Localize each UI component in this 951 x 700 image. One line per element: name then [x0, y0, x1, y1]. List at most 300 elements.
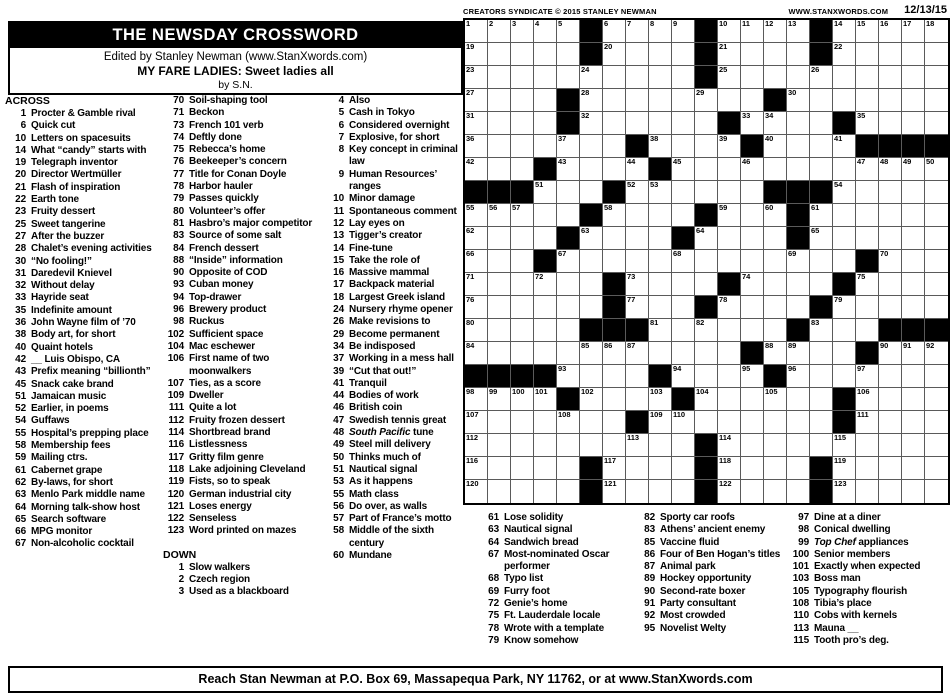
grid-cell-r20c2[interactable] — [488, 457, 511, 480]
grid-cell-r13c21[interactable] — [925, 296, 948, 319]
grid-cell-r15c2[interactable] — [488, 342, 511, 365]
grid-cell-r12c2[interactable] — [488, 273, 511, 296]
grid-cell-r13c19[interactable] — [879, 296, 902, 319]
grid-cell-r3c8[interactable] — [626, 66, 649, 89]
grid-cell-r4c6[interactable] — [580, 89, 603, 112]
grid-cell-r8c5[interactable] — [557, 181, 580, 204]
grid-cell-r10c1[interactable] — [465, 227, 488, 250]
grid-cell-r2c13[interactable] — [741, 43, 764, 66]
grid-cell-r6c11[interactable] — [695, 135, 718, 158]
grid-cell-r15c10[interactable] — [672, 342, 695, 365]
grid-cell-r11c8[interactable] — [626, 250, 649, 273]
grid-cell-r6c4[interactable] — [534, 135, 557, 158]
grid-cell-r19c5[interactable] — [557, 434, 580, 457]
grid-cell-r8c19[interactable] — [879, 181, 902, 204]
grid-cell-r10c3[interactable] — [511, 227, 534, 250]
grid-cell-r7c16[interactable] — [810, 158, 833, 181]
grid-cell-r1c9[interactable] — [649, 20, 672, 43]
grid-cell-r7c2[interactable] — [488, 158, 511, 181]
grid-cell-r15c7[interactable] — [603, 342, 626, 365]
grid-cell-r1c21[interactable] — [925, 20, 948, 43]
grid-cell-r2c19[interactable] — [879, 43, 902, 66]
grid-cell-r19c3[interactable] — [511, 434, 534, 457]
grid-cell-r4c8[interactable] — [626, 89, 649, 112]
grid-cell-r10c14[interactable] — [764, 227, 787, 250]
grid-cell-r16c6[interactable] — [580, 365, 603, 388]
grid-cell-r5c14[interactable] — [764, 112, 787, 135]
grid-cell-r12c19[interactable] — [879, 273, 902, 296]
grid-cell-r2c9[interactable] — [649, 43, 672, 66]
grid-cell-r20c13[interactable] — [741, 457, 764, 480]
grid-cell-r1c13[interactable] — [741, 20, 764, 43]
grid-cell-r11c13[interactable] — [741, 250, 764, 273]
grid-cell-r11c7[interactable] — [603, 250, 626, 273]
grid-cell-r12c9[interactable] — [649, 273, 672, 296]
grid-cell-r19c19[interactable] — [879, 434, 902, 457]
grid-cell-r13c12[interactable] — [718, 296, 741, 319]
grid-cell-r9c9[interactable] — [649, 204, 672, 227]
grid-cell-r13c3[interactable] — [511, 296, 534, 319]
grid-cell-r5c18[interactable] — [856, 112, 879, 135]
grid-cell-r21c19[interactable] — [879, 480, 902, 503]
grid-cell-r5c6[interactable] — [580, 112, 603, 135]
grid-cell-r5c11[interactable] — [695, 112, 718, 135]
grid-cell-r12c10[interactable] — [672, 273, 695, 296]
grid-cell-r18c5[interactable] — [557, 411, 580, 434]
grid-cell-r19c4[interactable] — [534, 434, 557, 457]
grid-cell-r19c18[interactable] — [856, 434, 879, 457]
grid-cell-r2c10[interactable] — [672, 43, 695, 66]
grid-cell-r15c6[interactable] — [580, 342, 603, 365]
grid-cell-r10c21[interactable] — [925, 227, 948, 250]
grid-cell-r1c15[interactable] — [787, 20, 810, 43]
grid-cell-r17c9[interactable] — [649, 388, 672, 411]
grid-cell-r12c14[interactable] — [764, 273, 787, 296]
grid-cell-r1c1[interactable] — [465, 20, 488, 43]
grid-cell-r11c3[interactable] — [511, 250, 534, 273]
grid-cell-r3c4[interactable] — [534, 66, 557, 89]
grid-cell-r5c19[interactable] — [879, 112, 902, 135]
grid-cell-r21c1[interactable] — [465, 480, 488, 503]
grid-cell-r9c14[interactable] — [764, 204, 787, 227]
grid-cell-r13c4[interactable] — [534, 296, 557, 319]
grid-cell-r9c20[interactable] — [902, 204, 925, 227]
grid-cell-r7c1[interactable] — [465, 158, 488, 181]
grid-cell-r3c16[interactable] — [810, 66, 833, 89]
grid-cell-r7c19[interactable] — [879, 158, 902, 181]
grid-cell-r10c13[interactable] — [741, 227, 764, 250]
grid-cell-r11c21[interactable] — [925, 250, 948, 273]
grid-cell-r3c5[interactable] — [557, 66, 580, 89]
grid-cell-r19c14[interactable] — [764, 434, 787, 457]
grid-cell-r19c16[interactable] — [810, 434, 833, 457]
grid-cell-r16c17[interactable] — [833, 365, 856, 388]
grid-cell-r18c9[interactable] — [649, 411, 672, 434]
grid-cell-r18c11[interactable] — [695, 411, 718, 434]
grid-cell-r16c13[interactable] — [741, 365, 764, 388]
grid-cell-r11c10[interactable] — [672, 250, 695, 273]
grid-cell-r4c1[interactable] — [465, 89, 488, 112]
grid-cell-r14c16[interactable] — [810, 319, 833, 342]
grid-cell-r9c4[interactable] — [534, 204, 557, 227]
grid-cell-r13c13[interactable] — [741, 296, 764, 319]
grid-cell-r9c10[interactable] — [672, 204, 695, 227]
grid-cell-r21c5[interactable] — [557, 480, 580, 503]
grid-cell-r1c4[interactable] — [534, 20, 557, 43]
grid-cell-r9c21[interactable] — [925, 204, 948, 227]
crossword-grid[interactable] — [463, 18, 950, 505]
grid-cell-r9c19[interactable] — [879, 204, 902, 227]
grid-cell-r9c13[interactable] — [741, 204, 764, 227]
grid-cell-r7c21[interactable] — [925, 158, 948, 181]
grid-cell-r8c18[interactable] — [856, 181, 879, 204]
grid-cell-r12c11[interactable] — [695, 273, 718, 296]
grid-cell-r7c17[interactable] — [833, 158, 856, 181]
grid-cell-r2c17[interactable] — [833, 43, 856, 66]
grid-cell-r21c4[interactable] — [534, 480, 557, 503]
grid-cell-r3c9[interactable] — [649, 66, 672, 89]
grid-cell-r18c20[interactable] — [902, 411, 925, 434]
grid-cell-r15c4[interactable] — [534, 342, 557, 365]
grid-cell-r5c3[interactable] — [511, 112, 534, 135]
grid-cell-r11c5[interactable] — [557, 250, 580, 273]
grid-cell-r21c14[interactable] — [764, 480, 787, 503]
grid-cell-r2c15[interactable] — [787, 43, 810, 66]
grid-cell-r16c7[interactable] — [603, 365, 626, 388]
grid-cell-r11c15[interactable] — [787, 250, 810, 273]
grid-cell-r9c17[interactable] — [833, 204, 856, 227]
grid-cell-r15c21[interactable] — [925, 342, 948, 365]
grid-cell-r7c3[interactable] — [511, 158, 534, 181]
grid-cell-r11c16[interactable] — [810, 250, 833, 273]
grid-cell-r10c8[interactable] — [626, 227, 649, 250]
grid-cell-r8c17[interactable] — [833, 181, 856, 204]
grid-cell-r7c6[interactable] — [580, 158, 603, 181]
grid-cell-r8c12[interactable] — [718, 181, 741, 204]
grid-cell-r21c18[interactable] — [856, 480, 879, 503]
grid-cell-r10c19[interactable] — [879, 227, 902, 250]
grid-cell-r14c3[interactable] — [511, 319, 534, 342]
grid-cell-r13c9[interactable] — [649, 296, 672, 319]
grid-cell-r14c17[interactable] — [833, 319, 856, 342]
grid-cell-r14c5[interactable] — [557, 319, 580, 342]
grid-cell-r20c7[interactable] — [603, 457, 626, 480]
grid-cell-r19c21[interactable] — [925, 434, 948, 457]
grid-cell-r7c5[interactable] — [557, 158, 580, 181]
grid-cell-r4c18[interactable] — [856, 89, 879, 112]
grid-cell-r7c15[interactable] — [787, 158, 810, 181]
grid-cell-r1c10[interactable] — [672, 20, 695, 43]
grid-cell-r3c6[interactable] — [580, 66, 603, 89]
grid-cell-r3c10[interactable] — [672, 66, 695, 89]
grid-cell-r3c2[interactable] — [488, 66, 511, 89]
grid-cell-r7c11[interactable] — [695, 158, 718, 181]
grid-cell-r14c18[interactable] — [856, 319, 879, 342]
grid-cell-r2c12[interactable] — [718, 43, 741, 66]
grid-cell-r10c17[interactable] — [833, 227, 856, 250]
grid-cell-r6c12[interactable] — [718, 135, 741, 158]
grid-cell-r18c14[interactable] — [764, 411, 787, 434]
grid-cell-r11c6[interactable] — [580, 250, 603, 273]
grid-cell-r11c19[interactable] — [879, 250, 902, 273]
grid-cell-r13c10[interactable] — [672, 296, 695, 319]
grid-cell-r11c17[interactable] — [833, 250, 856, 273]
grid-cell-r20c20[interactable] — [902, 457, 925, 480]
grid-cell-r21c20[interactable] — [902, 480, 925, 503]
grid-cell-r2c7[interactable] — [603, 43, 626, 66]
grid-cell-r9c7[interactable] — [603, 204, 626, 227]
grid-cell-r3c12[interactable] — [718, 66, 741, 89]
grid-cell-r16c10[interactable] — [672, 365, 695, 388]
grid-cell-r1c14[interactable] — [764, 20, 787, 43]
grid-cell-r6c1[interactable] — [465, 135, 488, 158]
grid-cell-r18c15[interactable] — [787, 411, 810, 434]
grid-cell-r1c12[interactable] — [718, 20, 741, 43]
grid-cell-r4c15[interactable] — [787, 89, 810, 112]
grid-cell-r13c20[interactable] — [902, 296, 925, 319]
grid-cell-r2c2[interactable] — [488, 43, 511, 66]
grid-cell-r2c21[interactable] — [925, 43, 948, 66]
grid-cell-r8c9[interactable] — [649, 181, 672, 204]
grid-cell-r16c16[interactable] — [810, 365, 833, 388]
grid-cell-r20c4[interactable] — [534, 457, 557, 480]
grid-cell-r20c10[interactable] — [672, 457, 695, 480]
grid-cell-r2c1[interactable] — [465, 43, 488, 66]
grid-cell-r9c16[interactable] — [810, 204, 833, 227]
grid-cell-r4c20[interactable] — [902, 89, 925, 112]
grid-cell-r16c5[interactable] — [557, 365, 580, 388]
grid-cell-r12c4[interactable] — [534, 273, 557, 296]
grid-cell-r4c17[interactable] — [833, 89, 856, 112]
grid-cell-r4c12[interactable] — [718, 89, 741, 112]
grid-cell-r18c10[interactable] — [672, 411, 695, 434]
grid-cell-r11c11[interactable] — [695, 250, 718, 273]
grid-cell-r5c16[interactable] — [810, 112, 833, 135]
grid-cell-r20c1[interactable] — [465, 457, 488, 480]
grid-cell-r10c9[interactable] — [649, 227, 672, 250]
grid-cell-r1c20[interactable] — [902, 20, 925, 43]
grid-cell-r15c16[interactable] — [810, 342, 833, 365]
grid-cell-r16c12[interactable] — [718, 365, 741, 388]
grid-cell-r19c6[interactable] — [580, 434, 603, 457]
grid-cell-r2c18[interactable] — [856, 43, 879, 66]
grid-cell-r10c4[interactable] — [534, 227, 557, 250]
grid-cell-r12c5[interactable] — [557, 273, 580, 296]
grid-cell-r14c13[interactable] — [741, 319, 764, 342]
grid-cell-r21c17[interactable] — [833, 480, 856, 503]
grid-cell-r6c2[interactable] — [488, 135, 511, 158]
grid-cell-r12c16[interactable] — [810, 273, 833, 296]
grid-cell-r10c2[interactable] — [488, 227, 511, 250]
grid-cell-r1c8[interactable] — [626, 20, 649, 43]
grid-cell-r15c20[interactable] — [902, 342, 925, 365]
grid-cell-r4c19[interactable] — [879, 89, 902, 112]
grid-cell-r11c20[interactable] — [902, 250, 925, 273]
grid-cell-r21c10[interactable] — [672, 480, 695, 503]
grid-cell-r15c14[interactable] — [764, 342, 787, 365]
grid-cell-r17c21[interactable] — [925, 388, 948, 411]
grid-cell-r19c2[interactable] — [488, 434, 511, 457]
grid-cell-r14c4[interactable] — [534, 319, 557, 342]
grid-cell-r4c11[interactable] — [695, 89, 718, 112]
grid-cell-r14c12[interactable] — [718, 319, 741, 342]
grid-cell-r12c18[interactable] — [856, 273, 879, 296]
grid-cell-r17c7[interactable] — [603, 388, 626, 411]
grid-cell-r15c17[interactable] — [833, 342, 856, 365]
grid-cell-r18c3[interactable] — [511, 411, 534, 434]
grid-cell-r6c9[interactable] — [649, 135, 672, 158]
grid-cell-r10c20[interactable] — [902, 227, 925, 250]
grid-cell-r3c15[interactable] — [787, 66, 810, 89]
grid-cell-r3c20[interactable] — [902, 66, 925, 89]
grid-cell-r6c5[interactable] — [557, 135, 580, 158]
grid-cell-r16c15[interactable] — [787, 365, 810, 388]
grid-cell-r19c8[interactable] — [626, 434, 649, 457]
grid-cell-r18c1[interactable] — [465, 411, 488, 434]
grid-cell-r18c6[interactable] — [580, 411, 603, 434]
grid-cell-r4c21[interactable] — [925, 89, 948, 112]
grid-cell-r17c20[interactable] — [902, 388, 925, 411]
grid-cell-r2c3[interactable] — [511, 43, 534, 66]
grid-cell-r19c20[interactable] — [902, 434, 925, 457]
grid-cell-r6c7[interactable] — [603, 135, 626, 158]
grid-cell-r9c18[interactable] — [856, 204, 879, 227]
grid-cell-r13c14[interactable] — [764, 296, 787, 319]
grid-cell-r17c13[interactable] — [741, 388, 764, 411]
grid-cell-r9c12[interactable] — [718, 204, 741, 227]
grid-cell-r17c15[interactable] — [787, 388, 810, 411]
grid-cell-r18c19[interactable] — [879, 411, 902, 434]
grid-cell-r3c19[interactable] — [879, 66, 902, 89]
grid-cell-r6c14[interactable] — [764, 135, 787, 158]
grid-cell-r19c1[interactable] — [465, 434, 488, 457]
grid-cell-r5c4[interactable] — [534, 112, 557, 135]
grid-cell-r19c17[interactable] — [833, 434, 856, 457]
grid-cell-r5c21[interactable] — [925, 112, 948, 135]
grid-cell-r11c1[interactable] — [465, 250, 488, 273]
grid-cell-r5c20[interactable] — [902, 112, 925, 135]
grid-cell-r13c17[interactable] — [833, 296, 856, 319]
grid-cell-r7c13[interactable] — [741, 158, 764, 181]
grid-cell-r1c17[interactable] — [833, 20, 856, 43]
grid-cell-r4c4[interactable] — [534, 89, 557, 112]
grid-cell-r6c3[interactable] — [511, 135, 534, 158]
grid-cell-r18c16[interactable] — [810, 411, 833, 434]
grid-cell-r9c2[interactable] — [488, 204, 511, 227]
grid-cell-r10c6[interactable] — [580, 227, 603, 250]
grid-cell-r17c4[interactable] — [534, 388, 557, 411]
grid-cell-r5c10[interactable] — [672, 112, 695, 135]
grid-cell-r10c7[interactable] — [603, 227, 626, 250]
grid-cell-r5c13[interactable] — [741, 112, 764, 135]
grid-cell-r4c9[interactable] — [649, 89, 672, 112]
grid-cell-r6c10[interactable] — [672, 135, 695, 158]
grid-cell-r14c11[interactable] — [695, 319, 718, 342]
grid-cell-r14c9[interactable] — [649, 319, 672, 342]
grid-cell-r11c12[interactable] — [718, 250, 741, 273]
grid-cell-r5c2[interactable] — [488, 112, 511, 135]
grid-cell-r1c18[interactable] — [856, 20, 879, 43]
grid-cell-r8c4[interactable] — [534, 181, 557, 204]
grid-cell-r15c19[interactable] — [879, 342, 902, 365]
grid-cell-r10c12[interactable] — [718, 227, 741, 250]
grid-cell-r12c15[interactable] — [787, 273, 810, 296]
grid-cell-r17c1[interactable] — [465, 388, 488, 411]
grid-cell-r14c2[interactable] — [488, 319, 511, 342]
grid-cell-r21c2[interactable] — [488, 480, 511, 503]
grid-cell-r21c13[interactable] — [741, 480, 764, 503]
grid-cell-r20c14[interactable] — [764, 457, 787, 480]
grid-cell-r3c18[interactable] — [856, 66, 879, 89]
grid-cell-r15c11[interactable] — [695, 342, 718, 365]
grid-cell-r21c3[interactable] — [511, 480, 534, 503]
grid-cell-r17c3[interactable] — [511, 388, 534, 411]
grid-cell-r12c13[interactable] — [741, 273, 764, 296]
grid-cell-r7c20[interactable] — [902, 158, 925, 181]
grid-cell-r19c12[interactable] — [718, 434, 741, 457]
grid-cell-r6c17[interactable] — [833, 135, 856, 158]
grid-cell-r21c8[interactable] — [626, 480, 649, 503]
grid-cell-r21c12[interactable] — [718, 480, 741, 503]
grid-cell-r19c15[interactable] — [787, 434, 810, 457]
grid-cell-r17c16[interactable] — [810, 388, 833, 411]
grid-cell-r13c8[interactable] — [626, 296, 649, 319]
grid-cell-r19c10[interactable] — [672, 434, 695, 457]
grid-cell-r18c21[interactable] — [925, 411, 948, 434]
grid-cell-r4c7[interactable] — [603, 89, 626, 112]
grid-cell-r17c8[interactable] — [626, 388, 649, 411]
grid-cell-r8c8[interactable] — [626, 181, 649, 204]
grid-cell-r7c12[interactable] — [718, 158, 741, 181]
grid-cell-r6c16[interactable] — [810, 135, 833, 158]
grid-cell-r11c9[interactable] — [649, 250, 672, 273]
grid-cell-r8c6[interactable] — [580, 181, 603, 204]
grid-cell-r1c7[interactable] — [603, 20, 626, 43]
grid-cell-r3c13[interactable] — [741, 66, 764, 89]
grid-cell-r13c15[interactable] — [787, 296, 810, 319]
grid-cell-r14c14[interactable] — [764, 319, 787, 342]
grid-cell-r1c3[interactable] — [511, 20, 534, 43]
grid-cell-r21c7[interactable] — [603, 480, 626, 503]
grid-cell-r17c14[interactable] — [764, 388, 787, 411]
grid-cell-r14c1[interactable] — [465, 319, 488, 342]
grid-cell-r4c2[interactable] — [488, 89, 511, 112]
grid-cell-r6c15[interactable] — [787, 135, 810, 158]
grid-cell-r20c18[interactable] — [856, 457, 879, 480]
grid-cell-r18c2[interactable] — [488, 411, 511, 434]
grid-cell-r10c18[interactable] — [856, 227, 879, 250]
grid-cell-r14c10[interactable] — [672, 319, 695, 342]
grid-cell-r17c11[interactable] — [695, 388, 718, 411]
grid-cell-r2c5[interactable] — [557, 43, 580, 66]
grid-cell-r5c7[interactable] — [603, 112, 626, 135]
grid-cell-r8c21[interactable] — [925, 181, 948, 204]
grid-cell-r4c10[interactable] — [672, 89, 695, 112]
grid-cell-r7c8[interactable] — [626, 158, 649, 181]
grid-cell-r15c12[interactable] — [718, 342, 741, 365]
grid-cell-r9c8[interactable] — [626, 204, 649, 227]
grid-cell-r3c14[interactable] — [764, 66, 787, 89]
grid-cell-r18c7[interactable] — [603, 411, 626, 434]
grid-cell-r2c20[interactable] — [902, 43, 925, 66]
grid-cell-r20c9[interactable] — [649, 457, 672, 480]
grid-cell-r4c3[interactable] — [511, 89, 534, 112]
grid-cell-r3c21[interactable] — [925, 66, 948, 89]
grid-cell-r11c14[interactable] — [764, 250, 787, 273]
grid-cell-r12c21[interactable] — [925, 273, 948, 296]
grid-cell-r12c8[interactable] — [626, 273, 649, 296]
grid-cell-r8c13[interactable] — [741, 181, 764, 204]
